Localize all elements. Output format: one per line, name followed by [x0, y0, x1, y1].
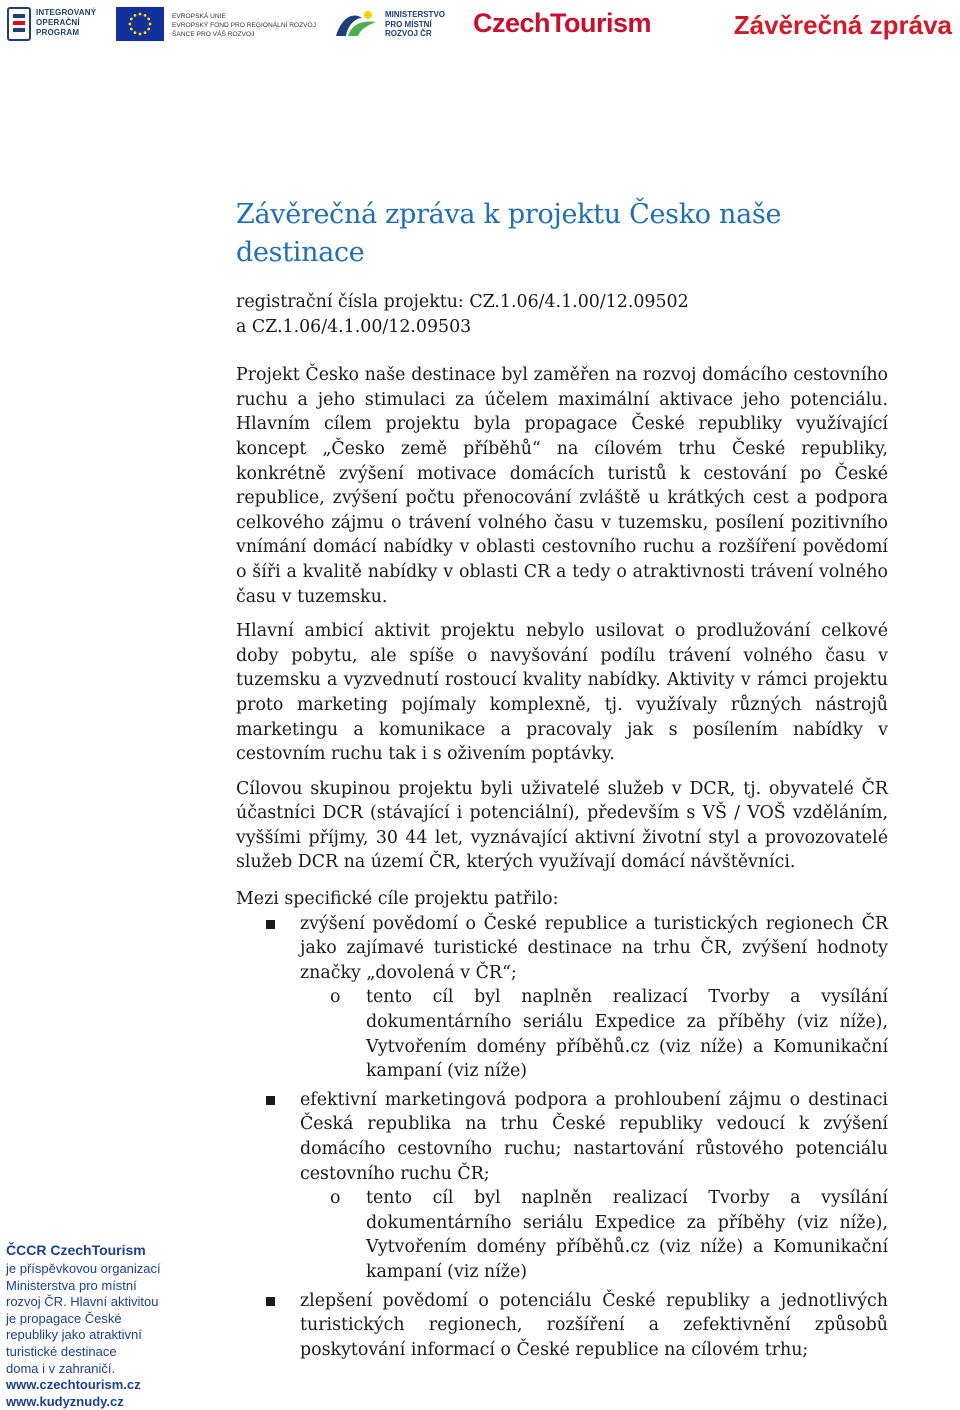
goal-text: efektivní marketingová podpora a prohloubení zájmu o destinaci Česká republika na trhu České republiky vedoucí k zvýšení domácího cestovního ruchu; nastartování růstového potenciálu cestovního ruchu ČR;: [300, 1089, 888, 1184]
czechtourism-wordmark: CzechTourism: [473, 8, 652, 38]
goal-sublist: [300, 985, 888, 1083]
iop-logo-line: PROGRAM: [36, 28, 80, 37]
goal-subitem: [300, 985, 888, 1083]
document-body: [236, 290, 888, 1362]
eu-star-icon: [134, 14, 137, 17]
report-label: Závěrečná zpráva: [733, 10, 952, 40]
square-bullet-icon: [266, 1297, 275, 1306]
eu-star-icon: [147, 28, 150, 31]
goal-subitem-text: tento cíl byl naplněn realizací Tvorby a vysílání dokumentárního seriálu Expedice za příběhy (viz níže), Vytvořením domény příběhů.cz (viz níže) a Komunikační kampaní (viz níže): [366, 987, 888, 1082]
iop-emblem-icon: [6, 6, 32, 42]
goal-item: [236, 912, 888, 1084]
eu-logo-line: EVROPSKÁ UNIE: [172, 13, 226, 20]
mmr-logo-line: PRO MÍSTNÍ: [385, 19, 432, 29]
square-bullet-icon: [266, 1096, 275, 1105]
goal-subitem-text: tento cíl byl naplněn realizací Tvorby a vysílání dokumentárního seriálu Expedice za příběhy (viz níže), Vytvořením domény příběhů.cz (viz níže) a Komunikační kampaní (viz níže): [366, 1188, 888, 1282]
organization-line: je příspěvkovou organizací: [6, 1261, 161, 1276]
organization-heading: ČCCR CzechTourism: [6, 1242, 146, 1258]
eu-logo-line: ŠANCE PRO VÁŠ ROZVOJ: [172, 31, 255, 38]
goal-text: zvýšení povědomí o České republice a turistických regionech ČR jako zajímavé turistické destinace na trhu ČR, zvýšení hodnoty značky „dovolená v ČR“;: [300, 913, 888, 983]
goals-list: [236, 912, 888, 1363]
eu-flag-icon: [116, 7, 164, 41]
organization-line: je propagace České: [6, 1310, 122, 1326]
paragraph: Projekt Česko naše destinace byl zaměřen na rozvoj domácího cestovního ruchu a jeho stimulaci za účelem maximální aktivace jeho potenciálu. Hlavním cílem projektu byla propagace České republiky využívající koncept „Česko země příběhů“ na cílovém trhu České republiky, konkrétně zvýšení motivace domácích turistů k cestování po České republice, zvýšení počtu přenocování zvláště u krátkých cest a podpora celkového zájmu o trávení volného času v tuzemsku, posílení pozitivního vnímání domácí nabídky v oblasti cestovního ruchu a rozšíření povědomí o šíři a kvalitě nabídky v oblasti CR a tedy o atraktivnosti trávení volného času v tuzemsku.: [236, 365, 888, 607]
eu-star-icon: [139, 13, 142, 16]
registration-numbers: [236, 290, 888, 339]
eu-star-icon: [134, 31, 137, 34]
mmr-logo-line: ROZVOJ ČR: [385, 29, 432, 38]
document-title: Závěrečná zpráva k projektu Česko naše destinace: [236, 199, 782, 268]
eu-logo: [116, 4, 316, 44]
eu-star-icon: [149, 23, 152, 26]
registration-line: a CZ.1.06/4.1.00/12.09503: [236, 316, 472, 337]
organization-line: rozvoj ČR. Hlavní aktivitou: [6, 1294, 159, 1310]
mmr-emblem-icon: [332, 8, 380, 40]
eu-star-icon: [147, 18, 150, 21]
circle-bullet-icon: o: [330, 987, 341, 1008]
mmr-logo: [332, 4, 462, 44]
header-logo-bar: [6, 4, 958, 44]
eu-star-icon: [144, 14, 147, 17]
iop-logo: [6, 4, 110, 44]
goal-item: [236, 1088, 888, 1285]
organization-line: Ministerstva pro místní: [6, 1277, 137, 1293]
eu-star-icon: [129, 23, 132, 26]
organization-line: turistické destinace: [6, 1343, 117, 1359]
goal-text: zlepšení povědomí o potenciálu České republiky a jednotlivých turistických regionech, rozšíření a zefektivnění způsobů poskytování informací o České republice na cílovém trhu;: [300, 1290, 888, 1360]
paragraph: Hlavní ambicí aktivit projektu nebylo usilovat o prodlužování celkové doby pobytu, ale spíše o navyšování podílu trávení volného času v tuzemsku a vyzvednutí rostoucí kvality nabídky. Aktivity v rámci projektu proto marketing pojímaly komplexně, tj. využívaly různých nástrojů marketingu a komunikace a pracovaly jak s posílením nabídky v cestovním ruchu tak i s oživením poptávky.: [236, 621, 888, 765]
website-link-czechtourism[interactable]: www.czechtourism.cz: [6, 1377, 141, 1393]
goal-item: [236, 1289, 888, 1363]
square-bullet-icon: [266, 920, 275, 929]
circle-bullet-icon: o: [330, 1188, 341, 1209]
eu-star-icon: [144, 31, 147, 34]
eu-star-icon: [139, 33, 142, 36]
goal-subitem: [300, 1186, 888, 1284]
eu-logo-line: EVROPSKÝ FOND PRO REGIONÁLNÍ ROZVOJ: [172, 22, 316, 29]
iop-logo-line: INTEGROVANÝ: [36, 8, 97, 17]
czechtourism-logo: [473, 4, 663, 44]
website-link-kudyznudy[interactable]: www.kudyznudy.cz: [6, 1393, 124, 1409]
paragraph: Cílovou skupinou projektu byli uživatelé služeb v DCR, tj. obyvatelé ČR účastníci DCR (stávající i potenciální), především s VŠ / VOŠ vzděláním, vyššími příjmy, 30 44 let, vyznávající aktivní životní styl a provozovatelé služeb DCR na území ČR, kterých využívají domácí návštěvníci.: [236, 778, 888, 873]
registration-line: registrační čísla projektu: CZ.1.06/4.1.00/12.09502: [236, 292, 689, 312]
mmr-logo-line: MINISTERSTVO: [385, 10, 446, 19]
eu-star-icon: [130, 18, 133, 21]
organization-line: doma i v zahraničí.: [6, 1360, 116, 1376]
goals-heading: Mezi specifické cíle projektu patřilo:: [236, 889, 559, 910]
goal-sublist: [300, 1186, 888, 1284]
iop-logo-line: OPERAČNÍ: [36, 18, 80, 27]
organization-line: republiky jako atraktivní: [6, 1327, 142, 1343]
eu-star-icon: [130, 28, 133, 31]
organization-info: [6, 1242, 196, 1410]
